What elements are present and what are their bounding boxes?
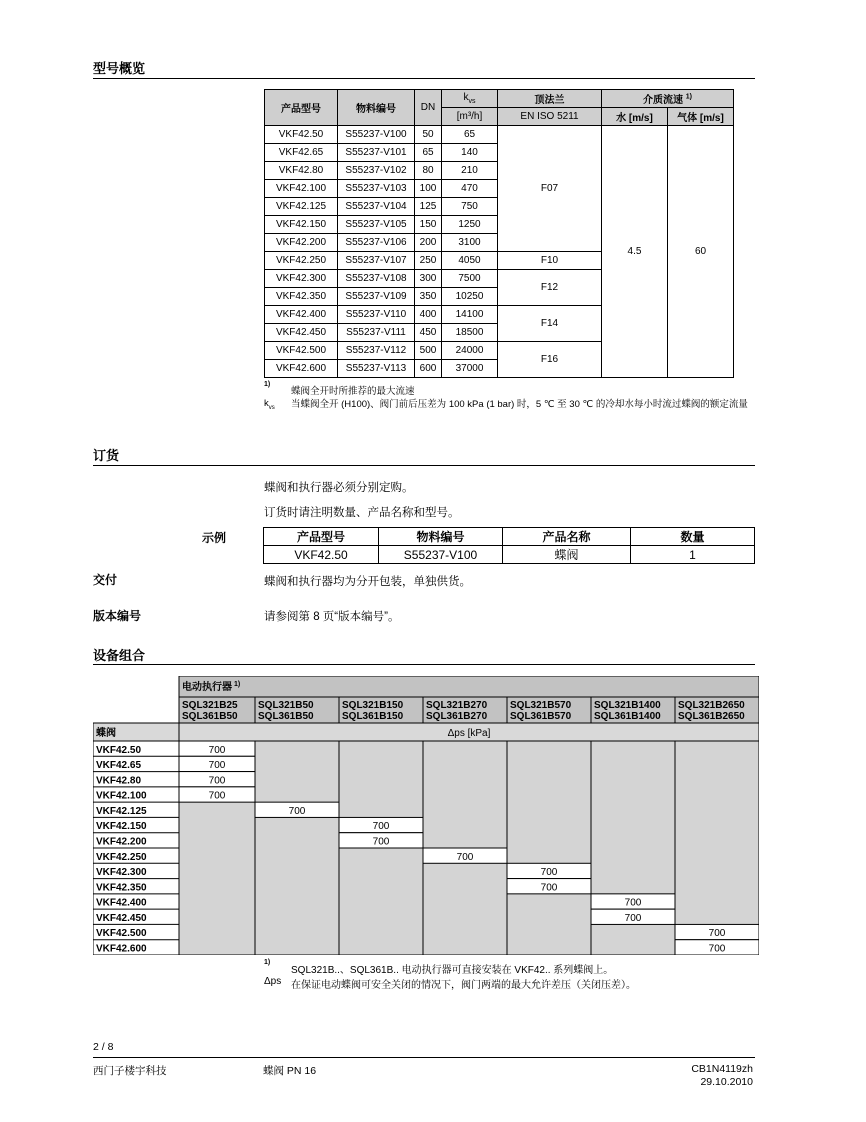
footer-title: 蝶阀 PN 16 bbox=[263, 1065, 317, 1077]
cell-kvs: 37000 bbox=[442, 360, 498, 378]
example-header-model: 产品型号 bbox=[264, 528, 379, 546]
footer-date: 29.10.2010 bbox=[700, 1076, 753, 1088]
cell-kvs: 470 bbox=[442, 180, 498, 198]
example-header-part: 物料编号 bbox=[379, 528, 503, 546]
section-title-revision: 版本编号 bbox=[93, 609, 142, 623]
cell-kvs: 4050 bbox=[442, 252, 498, 270]
footer-doc-id: CB1N4119zh bbox=[691, 1063, 753, 1075]
cell-part: S55237-V103 bbox=[338, 180, 415, 198]
actuator-model-label: SQL361B570 bbox=[510, 711, 572, 722]
cell-part: S55237-V113 bbox=[338, 360, 415, 378]
combination-cell-value: 700 bbox=[208, 775, 226, 787]
combination-table bbox=[93, 676, 759, 955]
cell-dn: 80 bbox=[415, 162, 442, 180]
cell-kvs: 14100 bbox=[442, 306, 498, 324]
cell-kvs: 3100 bbox=[442, 234, 498, 252]
cell-part: S55237-V108 bbox=[338, 270, 415, 288]
cell-model: VKF42.600 bbox=[265, 360, 338, 378]
cell-model: VKF42.50 bbox=[265, 126, 338, 144]
cell-flange-f16: F16 bbox=[498, 342, 602, 378]
header-dn: DN bbox=[415, 90, 442, 126]
cell-part: S55237-V106 bbox=[338, 234, 415, 252]
combination-cell-value: 700 bbox=[624, 912, 642, 924]
actuator-model-label: SQL321B2650 bbox=[678, 700, 745, 711]
header-water: 水 [m/s] bbox=[602, 108, 668, 126]
cell-model: VKF42.400 bbox=[265, 306, 338, 324]
combination-column-bg bbox=[507, 741, 591, 955]
cell-dn: 600 bbox=[415, 360, 442, 378]
combination-cell-value: 700 bbox=[624, 897, 642, 909]
note-mark: 1) bbox=[264, 959, 271, 966]
combination-cell-value: 700 bbox=[372, 836, 390, 848]
combination-cell-value: 700 bbox=[456, 851, 474, 863]
valve-model-label: VKF42.80 bbox=[96, 775, 142, 787]
valve-model-label: VKF42.100 bbox=[96, 790, 147, 802]
order-line-1: 蝶阀和执行器必须分别定购。 bbox=[264, 482, 414, 494]
header-velocity: 介质流速 $^{1)}$ bbox=[602, 90, 734, 108]
note-text: 蝶阀全开时所推荐的最大流速 bbox=[291, 386, 415, 397]
combination-cell-value: 700 bbox=[208, 760, 226, 772]
note-text: 在保证电动蝶阀可安全关闭的情况下，阀门两端的最大允许差压（关闭压差）。 bbox=[291, 980, 636, 991]
combination-cell-value: 700 bbox=[208, 744, 226, 756]
valve-model-label: VKF42.300 bbox=[96, 867, 147, 879]
cell-dn: 125 bbox=[415, 198, 442, 216]
actuator-model-label: SQL321B50 bbox=[258, 700, 314, 711]
cell-model: VKF42.80 bbox=[265, 162, 338, 180]
valve-model-label: VKF42.50 bbox=[96, 744, 142, 756]
actuator-model-label: SQL321B1400 bbox=[594, 700, 661, 711]
header-model: 产品型号 bbox=[265, 90, 338, 126]
cell-water-velocity: 4.5 bbox=[602, 126, 668, 378]
header-kvs: $k_{vs}$ bbox=[442, 90, 498, 108]
valve-model-label: VKF42.200 bbox=[96, 836, 147, 848]
cell-part: S55237-V102 bbox=[338, 162, 415, 180]
cell-part: S55237-V110 bbox=[338, 306, 415, 324]
note-text: 当蝶阀全开 (H100)、阀门前后压差为 100 kPa (1 bar) 时，5 ℃ 至 30 ℃ 的冷却水每小时流过蝶阀的额定流量 bbox=[291, 399, 748, 410]
cell-model: VKF42.500 bbox=[265, 342, 338, 360]
combination-cell-value: 700 bbox=[708, 943, 726, 955]
example-cell-model: VKF42.50 bbox=[264, 546, 379, 564]
cell-part: S55237-V107 bbox=[338, 252, 415, 270]
section-title-order: 订货 bbox=[93, 448, 120, 463]
section-title-overview: 型号概览 bbox=[93, 61, 146, 76]
cell-flange-f10: F10 bbox=[498, 252, 602, 270]
header-flange-standard: EN ISO 5211 bbox=[498, 108, 602, 126]
cell-model: VKF42.300 bbox=[265, 270, 338, 288]
combination-column-bg bbox=[255, 741, 339, 955]
valve-model-label: VKF42.600 bbox=[96, 943, 147, 955]
cell-flange-f14: F14 bbox=[498, 306, 602, 342]
footer-rule bbox=[93, 1057, 755, 1058]
valve-header-label: 蝶阀 bbox=[96, 728, 116, 739]
valve-model-label: VKF42.400 bbox=[96, 897, 147, 909]
actuator-model-label: SQL361B270 bbox=[426, 711, 488, 722]
cell-gas-velocity: 60 bbox=[668, 126, 734, 378]
cell-kvs: 750 bbox=[442, 198, 498, 216]
example-header-qty: 数量 bbox=[631, 528, 755, 546]
actuator-model-label: SQL321B270 bbox=[426, 700, 488, 711]
cell-dn: 65 bbox=[415, 144, 442, 162]
cell-kvs: 18500 bbox=[442, 324, 498, 342]
cell-kvs: 24000 bbox=[442, 342, 498, 360]
combination-cell-value: 700 bbox=[372, 821, 390, 833]
order-line-2: 订货时请注明数量、产品名称和型号。 bbox=[264, 507, 460, 519]
actuator-model-label: SQL321B150 bbox=[342, 700, 404, 711]
cell-flange-f07: F07 bbox=[498, 126, 602, 252]
combination-cell-value: 700 bbox=[708, 928, 726, 940]
combination-cell-value: 700 bbox=[288, 805, 306, 817]
cell-part: S55237-V105 bbox=[338, 216, 415, 234]
actuator-model-label: SQL361B50 bbox=[182, 711, 238, 722]
example-label: 示例 bbox=[202, 531, 227, 545]
valve-model-label: VKF42.450 bbox=[96, 912, 147, 924]
cell-part: S55237-V104 bbox=[338, 198, 415, 216]
cell-dn: 200 bbox=[415, 234, 442, 252]
cell-part: S55237-V111 bbox=[338, 324, 415, 342]
header-flange: 顶法兰 bbox=[498, 90, 602, 108]
cell-kvs: 140 bbox=[442, 144, 498, 162]
order-example-table bbox=[263, 527, 755, 564]
section-rule bbox=[93, 78, 755, 79]
cell-dn: 50 bbox=[415, 126, 442, 144]
combination-cell-value: 700 bbox=[540, 867, 558, 879]
cell-model: VKF42.250 bbox=[265, 252, 338, 270]
model-overview-table bbox=[264, 89, 734, 378]
pressure-unit-label: Δps [kPa] bbox=[447, 728, 491, 739]
cell-model: VKF42.100 bbox=[265, 180, 338, 198]
cell-kvs: 7500 bbox=[442, 270, 498, 288]
cell-model: VKF42.125 bbox=[265, 198, 338, 216]
cell-dn: 150 bbox=[415, 216, 442, 234]
note-mark: $k_{vs}$ bbox=[264, 398, 275, 411]
valve-model-label: VKF42.150 bbox=[96, 821, 147, 833]
page-number: 2 / 8 bbox=[93, 1041, 114, 1053]
cell-dn: 500 bbox=[415, 342, 442, 360]
actuator-model-label: SQL361B150 bbox=[342, 711, 404, 722]
cell-dn: 450 bbox=[415, 324, 442, 342]
cell-dn: 400 bbox=[415, 306, 442, 324]
header-kvs-unit: [m³/h] bbox=[442, 108, 498, 126]
cell-model: VKF42.65 bbox=[265, 144, 338, 162]
delivery-text: 蝶阀和执行器均为分开包装，单独供货。 bbox=[264, 576, 471, 588]
combination-cell-value: 700 bbox=[208, 790, 226, 802]
actuator-model-label: SQL361B1400 bbox=[594, 711, 661, 722]
example-cell-qty: 1 bbox=[631, 546, 755, 564]
actuator-model-label: SQL321B25 bbox=[182, 700, 238, 711]
cell-kvs: 210 bbox=[442, 162, 498, 180]
valve-model-label: VKF42.125 bbox=[96, 805, 147, 817]
footer-company: 西门子楼宇科技 bbox=[93, 1065, 167, 1077]
note-mark: Δps bbox=[264, 976, 282, 987]
cell-model: VKF42.150 bbox=[265, 216, 338, 234]
revision-text: 请参阅第 8 页“版本编号”。 bbox=[264, 611, 400, 623]
section-title-combination: 设备组合 bbox=[93, 648, 146, 663]
note-text: SQL321B..、SQL361B.. 电动执行器可直接安装在 VKF42.. 系列蝶阀上。 bbox=[291, 965, 614, 976]
cell-part: S55237-V100 bbox=[338, 126, 415, 144]
cell-model: VKF42.350 bbox=[265, 288, 338, 306]
header-part-number: 物料编号 bbox=[338, 90, 415, 126]
cell-flange-f12: F12 bbox=[498, 270, 602, 306]
actuator-model-label: SQL361B50 bbox=[258, 711, 314, 722]
cell-dn: 250 bbox=[415, 252, 442, 270]
cell-model: VKF42.450 bbox=[265, 324, 338, 342]
cell-dn: 300 bbox=[415, 270, 442, 288]
actuator-header-label: 电动执行器 $^{1)}$ bbox=[182, 681, 241, 693]
actuator-model-label: SQL321B570 bbox=[510, 700, 572, 711]
section-rule bbox=[93, 465, 755, 466]
header-gas: 气体 [m/s] bbox=[668, 108, 734, 126]
cell-model: VKF42.200 bbox=[265, 234, 338, 252]
cell-part: S55237-V101 bbox=[338, 144, 415, 162]
cell-dn: 350 bbox=[415, 288, 442, 306]
example-header-name: 产品名称 bbox=[503, 528, 631, 546]
cell-kvs: 1250 bbox=[442, 216, 498, 234]
valve-model-label: VKF42.65 bbox=[96, 760, 142, 772]
cell-part: S55237-V112 bbox=[338, 342, 415, 360]
section-title-delivery: 交付 bbox=[93, 573, 118, 587]
valve-model-label: VKF42.350 bbox=[96, 882, 147, 894]
section-rule bbox=[93, 664, 755, 665]
cell-kvs: 65 bbox=[442, 126, 498, 144]
example-cell-name: 蝶阀 bbox=[503, 546, 631, 564]
cell-kvs: 10250 bbox=[442, 288, 498, 306]
cell-dn: 100 bbox=[415, 180, 442, 198]
actuator-model-label: SQL361B2650 bbox=[678, 711, 745, 722]
valve-model-label: VKF42.500 bbox=[96, 928, 147, 940]
combination-cell-value: 700 bbox=[540, 882, 558, 894]
example-cell-part: S55237-V100 bbox=[379, 546, 503, 564]
valve-model-label: VKF42.250 bbox=[96, 851, 147, 863]
combination-column-bg bbox=[675, 741, 759, 955]
note-mark: 1) bbox=[264, 381, 271, 388]
cell-part: S55237-V109 bbox=[338, 288, 415, 306]
